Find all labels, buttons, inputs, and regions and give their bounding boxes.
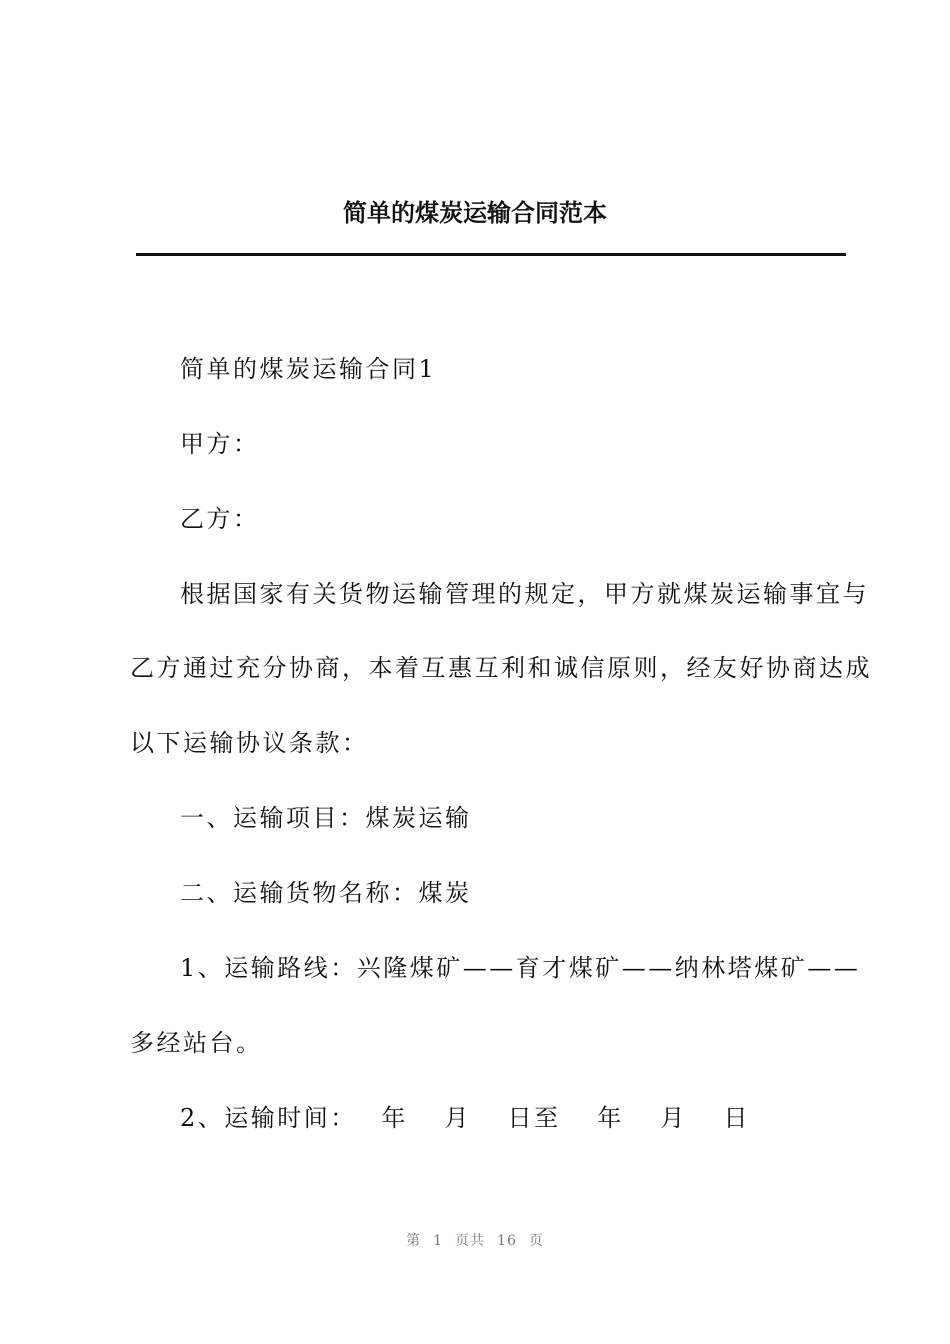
body-line-route-2: 多经站台。 (130, 1029, 263, 1057)
footer-suffix: 页 (528, 1233, 544, 1249)
body-line-item-1: 一、运输项目：煤炭运输 (180, 804, 472, 832)
footer-total-pages: 16 (497, 1233, 517, 1249)
page-footer (0, 1230, 950, 1250)
body-line-heading: 简单的煤炭运输合同1 (180, 355, 437, 383)
body-line-party-a: 甲方： (180, 430, 260, 458)
body-line-time: 2、运输时间： 年 月 日至 年 月 日 (180, 1104, 751, 1132)
footer-prefix: 第 (406, 1233, 422, 1249)
body-line-route-1: 1、运输路线：兴隆煤矿——育才煤矿——纳林塔煤矿—— (180, 954, 861, 982)
body-line-intro-1: 根据国家有关货物运输管理的规定，甲方就煤炭运输事宜与 (180, 580, 869, 608)
footer-page-number: 1 (433, 1233, 444, 1249)
footer-middle: 页共 (455, 1233, 486, 1249)
title-rule (136, 253, 846, 256)
body-line-party-b: 乙方： (180, 505, 260, 533)
page-title: 简单的煤炭运输合同范本 (343, 199, 607, 227)
body-line-intro-2: 乙方通过充分协商，本着互惠互利和诚信原则，经友好协商达成 (130, 654, 872, 682)
body-line-intro-3: 以下运输协议条款： (130, 729, 369, 757)
body-line-item-2: 二、运输货物名称：煤炭 (180, 879, 472, 907)
